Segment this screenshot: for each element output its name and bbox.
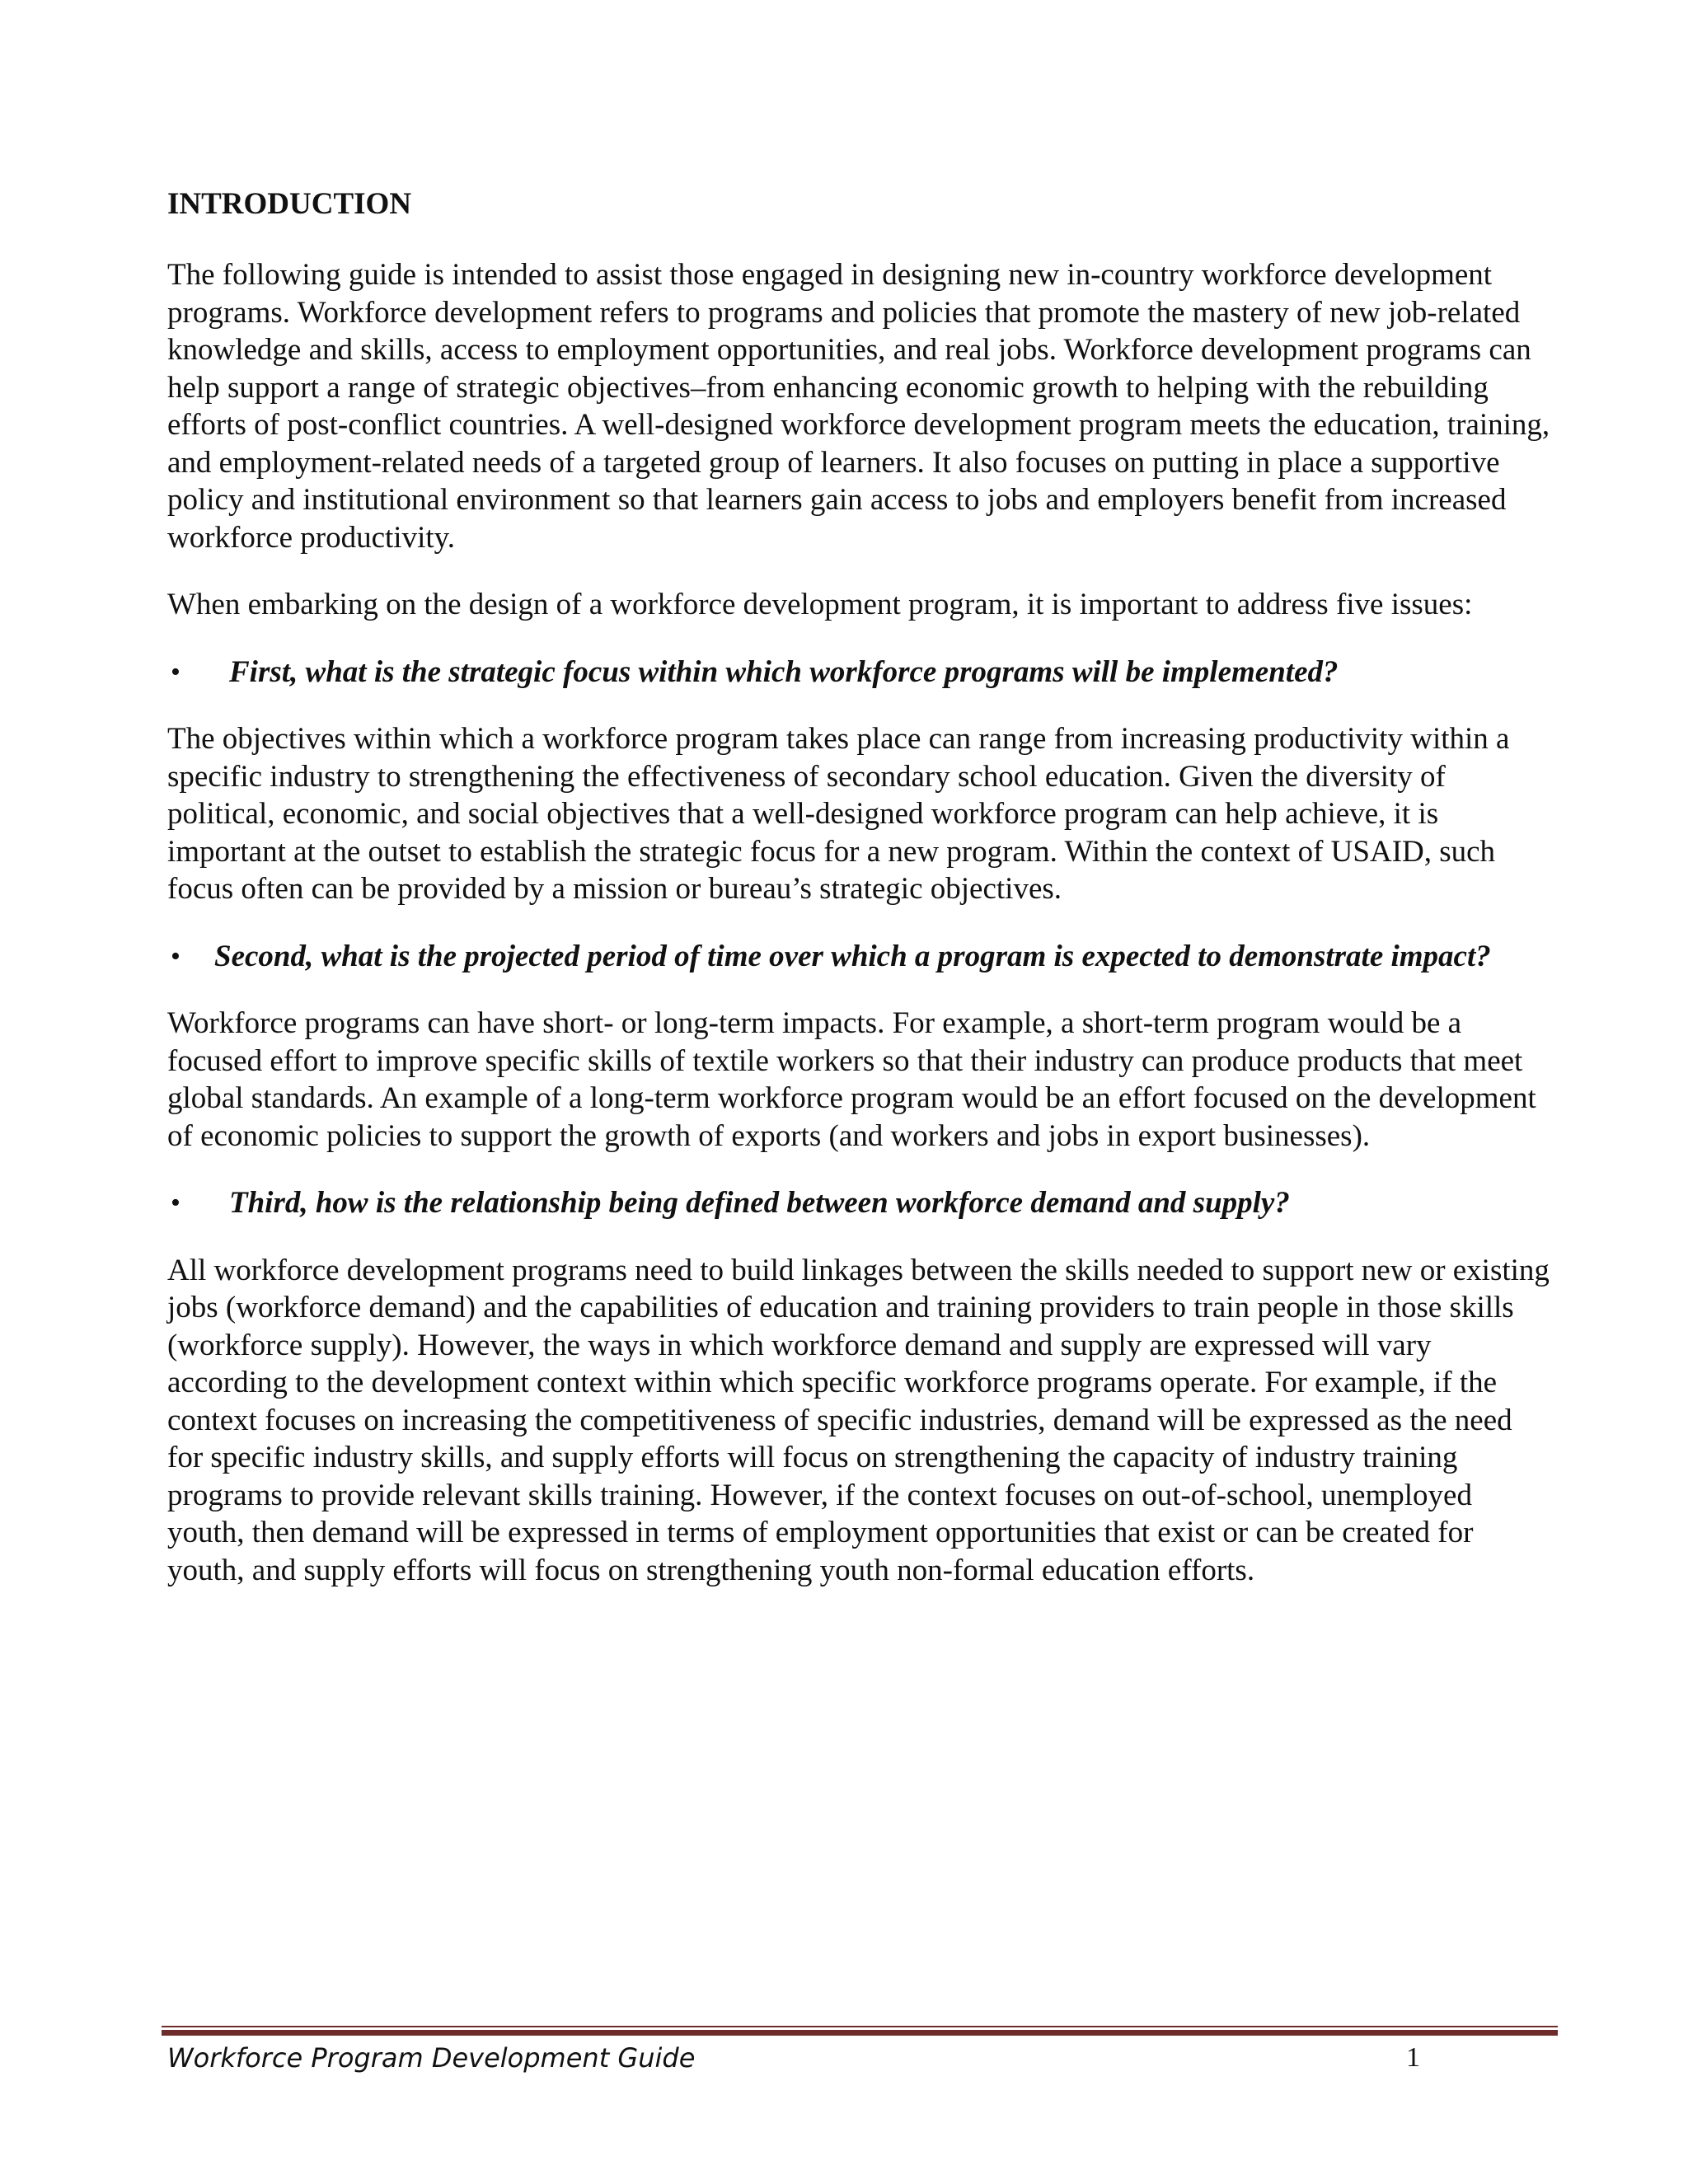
footer-document-title: Workforce Program Development Guide bbox=[167, 2042, 696, 2074]
bullet-icon: • bbox=[171, 940, 181, 972]
intro-paragraph: The following guide is intended to assist those engaged in designing new in-country workforce development programs. Workforce development refers to programs and policies that promote the mastery of new job-related knowledge and skills, access to employment opportunities, and real jobs. Workforce development programs can help support a range of strategic objectives–from enhancing economic growth to helping with the rebuilding efforts of post-conflict countries. A well-designed workforce development program meets the education, training, and employment-related needs of a targeted group of learners. It also focuses on putting in place a supportive policy and institutional environment so that learners gain access to jobs and employers benefit from increased workforce productivity. bbox=[167, 258, 1550, 555]
section-heading: INTRODUCTION bbox=[167, 187, 412, 221]
issue-question-text: Third, how is the relationship being defined between workforce demand and supply? bbox=[229, 1186, 1290, 1220]
bullet-icon: • bbox=[171, 656, 181, 687]
page-body bbox=[167, 185, 1552, 1619]
issue-question-text: First, what is the strategic focus within which workforce programs will be implemented? bbox=[229, 654, 1339, 689]
issue-question-1 bbox=[167, 654, 1552, 691]
footer-rule-thin bbox=[162, 2026, 1558, 2027]
issue-body-3: All workforce development programs need to build linkages between the skills needed to support new or existing jobs (workforce demand) and the capabilities of education and training providers to train people in those skills (workforce supply). However, the ways in which workforce demand and supply are expressed will vary according to the development context within which specific workforce programs operate. For example, if the context focuses on increasing the competitiveness of specific industries, demand will be expressed as the need for specific industry skills, and supply efforts will focus on strengthening the capacity of industry training programs to provide relevant skills training. However, if the context focuses on out-of-school, unemployed youth, then demand will be expressed in terms of employment opportunities that exist or can be created for youth, and supply efforts will focus on strengthening youth non-formal education efforts. bbox=[167, 1253, 1550, 1587]
bullet-icon: • bbox=[171, 1188, 181, 1218]
issue-question-text: Second, what is the projected period of time over which a program is expected to demonstrate impact? bbox=[214, 939, 1491, 973]
issues-lead-paragraph: When embarking on the design of a workforce development program, it is important to address five issues: bbox=[167, 588, 1473, 621]
footer-rule-thick bbox=[162, 2030, 1558, 2036]
issue-question-3 bbox=[167, 1184, 1552, 1222]
issue-body-2: Workforce programs can have short- or long-term impacts. For example, a short-term program would be a focused effort to improve specific skills of textile workers so that their industry can produce products that meet global standards. An example of a long-term workforce program would be an effort focused on the development of economic policies to support the growth of exports (and workers and jobs in export businesses). bbox=[167, 1006, 1536, 1153]
issue-body-1: The objectives within which a workforce program takes place can range from increasing productivity within a specific industry to strengthening the effectiveness of secondary school education. Given the diversity of political, economic, and social objectives that a well-designed workforce program can help achieve, it is important at the outset to establish the strategic focus for a new program. Within the context of USAID, such focus often can be provided by a mission or bureau’s strategic objectives. bbox=[167, 722, 1510, 906]
issue-question-2 bbox=[167, 938, 1552, 976]
footer-page-number: 1 bbox=[1406, 2042, 1420, 2073]
